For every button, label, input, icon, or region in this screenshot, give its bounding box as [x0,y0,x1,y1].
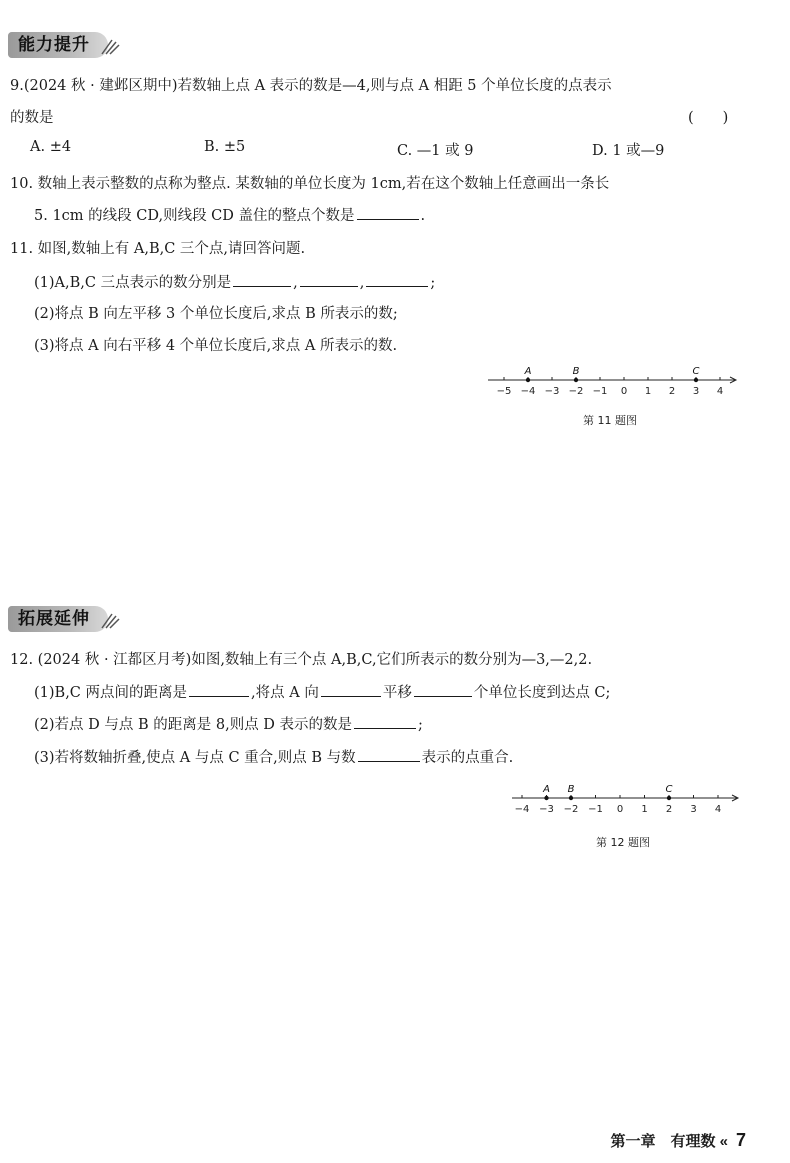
answer-blank-c[interactable] [366,272,428,287]
tick-label: 1 [644,386,652,397]
tick-label: −2 [563,804,579,815]
sparkle-icon [100,608,122,630]
q9-option-a: A. ±4 [30,139,72,155]
answer-blank-fold[interactable] [358,747,420,762]
answer-blank-d[interactable] [354,714,416,729]
tick-label: 0 [616,804,624,815]
tick-label: 3 [690,804,697,815]
sparkle-icon [100,34,122,56]
point-a [526,378,530,382]
page-number: 7 [735,1130,746,1150]
point-b [569,796,573,800]
section-title: 拓展延伸 [18,609,90,629]
tick-label: 4 [714,804,722,815]
point-label-a: A [524,366,532,377]
q9-line1: 9.(2024 秋 · 建邺区期中)若数轴上点 A 表示的数是—4,则与点 A 相距 5 个单位长度的点表示 [10,78,612,94]
semicolon: ; [418,717,423,733]
q9-answer-paren: ( ) [688,110,729,126]
q11-part3: (3)将点 A 向右平移 4 个单位长度后,求点 A 所表示的数. [34,338,398,354]
point-b [574,378,578,382]
tick-label: −3 [539,804,554,815]
point-label-c: C [692,366,700,377]
separator: , [293,275,298,291]
answer-blank-a[interactable] [233,272,291,287]
tick-label: 3 [692,386,700,397]
answer-blank-direction[interactable] [321,682,381,697]
q12-part1 [34,681,610,702]
point-label-b: B [572,366,580,377]
q10-period: . [420,208,426,224]
number-line-q11 [486,360,741,404]
tick-label: −1 [588,804,603,815]
answer-blank-units[interactable] [414,682,472,697]
q12-part3-text: 表示的点重合. [421,750,514,766]
q10-line1: 10. 数轴上表示整数的点称为整点. 某数轴的单位长度为 1cm,若在这个数轴上任意画出一条长 [10,176,610,192]
number-line-q12 [510,778,742,822]
q12-part1-text: 平移 [382,685,412,701]
tick-label: −4 [520,386,536,397]
tick-label: 2 [665,804,673,815]
point-a [544,796,548,800]
separator: , [359,275,365,291]
point-label-c: C [665,784,673,795]
page-footer [610,1130,746,1151]
tick-label: −3 [544,386,560,397]
tick-label: −5 [496,386,512,397]
point-label-a: A [543,784,550,795]
figure-caption-q12: 第 12 题图 [596,836,650,849]
answer-blank-distance[interactable] [189,682,249,697]
tick-label: −1 [592,386,608,397]
tick-label: −4 [514,804,530,815]
q9-line2: 的数是 [10,110,54,126]
tick-label: 0 [620,386,628,397]
figure-caption-q11: 第 11 题图 [583,414,637,427]
tick-label: 4 [716,386,724,397]
tick-label: 2 [668,386,676,397]
q12-part1-text: ,将点 A 向 [251,685,319,701]
q11-part1 [34,271,435,292]
answer-blank-b[interactable] [300,272,358,287]
q12-part3 [34,746,513,767]
chapter-label: 第一章 有理数 « [610,1133,728,1150]
answer-blank[interactable] [357,205,419,220]
q12-part1-text: 个单位长度到达点 C; [473,685,611,701]
q9-option-c: C. —1 或 9 [397,143,474,159]
q11-line1: 11. 如图,数轴上有 A,B,C 三个点,请回答问题. [10,241,306,257]
q12-part2-text: (2)若点 D 与点 B 的距离是 8,则点 D 表示的数是 [34,717,353,733]
q11-part1-text: (1)A,B,C 三点表示的数分别是 [34,275,232,291]
section-banner-extension [8,606,108,632]
q12-part2 [34,713,423,734]
q9-option-b: B. ±5 [204,139,246,155]
tick-label: 1 [641,804,648,815]
q10-text: 5. 1cm 的线段 CD,则线段 CD 盖住的整点个数是 [34,208,355,224]
q12-part1-text: (1)B,C 两点间的距离是 [34,685,188,701]
point-c [667,796,671,800]
point-c [694,378,698,382]
q12-part3-text: (3)若将数轴折叠,使点 A 与点 C 重合,则点 B 与数 [34,750,356,766]
q12-line1: 12. (2024 秋 · 江都区月考)如图,数轴上有三个点 A,B,C,它们所表示的数分别为—3,—2,2. [10,652,593,668]
tick-label: −2 [568,386,584,397]
point-label-b: B [567,784,575,795]
semicolon: ; [430,275,436,291]
q9-option-d: D. 1 或—9 [592,143,665,159]
q11-part2: (2)将点 B 向左平移 3 个单位长度后,求点 B 所表示的数; [34,306,398,322]
section-title: 能力提升 [18,35,90,55]
q10-line2 [34,204,425,225]
section-banner-ability [8,32,108,58]
